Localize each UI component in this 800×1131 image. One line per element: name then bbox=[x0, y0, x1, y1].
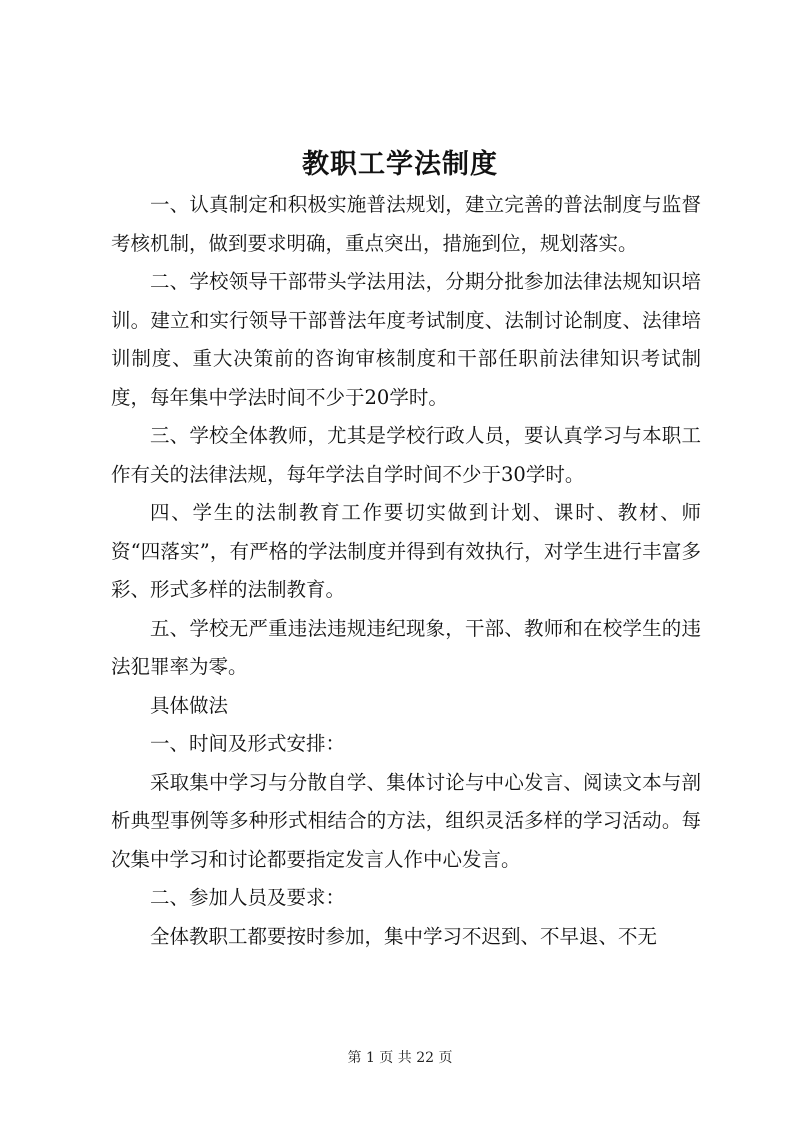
paragraph-4: 四、学生的法制教育工作要切实做到计划、课时、教材、师资“四落实”，有严格的学法制度并得到有效执行，对学生进行丰富多彩、形式多样的法制教育。 bbox=[111, 501, 701, 601]
paragraph-3: 三、学校全体教师，尤其是学校行政人员，要认真学习与本职工作有关的法律法规，每年学法自学时间不少于30学时。 bbox=[111, 424, 701, 486]
paragraph-5: 五、学校无严重违法违规违纪现象，干部、教师和在校学生的违法犯罪率为零。 bbox=[111, 616, 701, 678]
document-title: 教职工学法制度 bbox=[302, 149, 498, 180]
paragraph-2: 二、学校领导干部带头学法用法，分期分批参加法律法规知识培训。建立和实行领导干部普法年度考试制度、法制讨论制度、法律培训制度、重大决策前的咨询审核制度和干部任职前法律知识考试制度，每年集中学法时间不少于20学时。 bbox=[111, 270, 701, 409]
paragraph-1: 一、认真制定和积极实施普法规划，建立完善的普法制度与监督考核机制，做到要求明确，重点突出，措施到位，规划落实。 bbox=[111, 193, 701, 255]
paragraph-7: 全体教职工都要按时参加，集中学习不迟到、不早退、不无 bbox=[150, 924, 658, 948]
subheading-time-and-format: 一、时间及形式安排： bbox=[150, 732, 346, 755]
page-number-footer: 第 1 页 共 22 页 bbox=[347, 1050, 453, 1066]
document-body bbox=[111, 186, 701, 956]
section-heading-methods: 具体做法 bbox=[150, 693, 229, 717]
subheading-participants: 二、参加人员及要求： bbox=[150, 886, 346, 909]
paragraph-6: 采取集中学习与分散自学、集体讨论与中心发言、阅读文本与剖析典型事例等多种形式相结合的方法，组织灵活多样的学习活动。每次集中学习和讨论都要指定发言人作中心发言。 bbox=[111, 770, 701, 871]
